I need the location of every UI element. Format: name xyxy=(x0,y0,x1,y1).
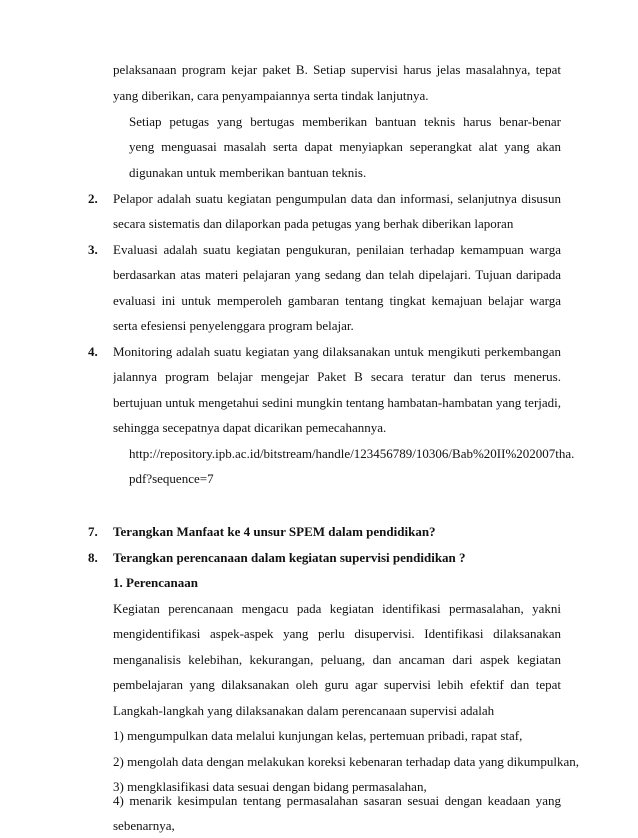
intro-line: pelaksanaan program kejar paket B. Setiap supervisi harus jelas masalahnya, tepat xyxy=(113,62,561,77)
item4-line: jalannya program belajar mengejar Paket B secara teratur dan terus menerus. xyxy=(113,369,561,384)
list-number: 2. xyxy=(88,191,98,206)
question-text: Terangkan perencanaan dalam kegiatan supervisi pendidikan ? xyxy=(113,550,466,565)
section-heading: 1. Perencanaan xyxy=(113,575,198,590)
item4-line: sehingga secepatnya dapat dicarikan pemecahannya. xyxy=(113,420,387,435)
step-item: 4) menarik kesimpulan tentang permasalahan sasaran sesuai dengan keadaan yang xyxy=(113,793,561,808)
item3-line: berdasarkan atas materi pelajaran yang sedang dan telah dipelajari. Tujuan daripada xyxy=(113,267,561,282)
step-item: 1) mengumpulkan data melalui kunjungan kelas, pertemuan pribadi, rapat staf, xyxy=(113,728,523,743)
item3-line: Evaluasi adalah suatu kegiatan pengukuran, penilaian terhadap kemampuan warga xyxy=(113,242,561,257)
petugas-line: yeng menguasai masalah serta dapat menyiapkan seperangkat alat yang akan xyxy=(129,139,561,154)
answer-line: menganalisis kelebihan, kekurangan, peluang, dan ancaman dari aspek kegiatan xyxy=(113,652,561,667)
answer-line: Langkah-langkah yang dilaksanakan dalam perencanaan supervisi adalah xyxy=(113,703,495,718)
petugas-line: digunakan untuk memberikan bantuan teknis. xyxy=(129,165,367,180)
item3-line: serta efesiensi penyelenggara program belajar. xyxy=(113,318,354,333)
petugas-line: Setiap petugas yang bertugas memberikan bantuan teknis harus benar-benar xyxy=(129,114,561,129)
source-url: pdf?sequence=7 xyxy=(129,471,214,486)
item4-line: Monitoring adalah suatu kegiatan yang dilaksanakan untuk mengikuti perkembangan xyxy=(113,344,561,359)
question-number: 7. xyxy=(88,524,98,539)
source-url: http://repository.ipb.ac.id/bitstream/handle/123456789/10306/Bab%20II%202007tha. xyxy=(129,446,575,461)
item3-line: evaluasi ini untuk memperoleh gambaran tentang tingkat kemajuan belajar warga xyxy=(113,293,561,308)
item4-line: bertujuan untuk mengetahui sedini mungkin tentang hambatan-hambatan yang terjadi, xyxy=(113,395,561,410)
step-item: 2) mengolah data dengan melakukan koreksi kebenaran terhadap data yang dikumpulkan, xyxy=(113,754,580,769)
question-number: 8. xyxy=(88,550,98,565)
step-item: sebenarnya, xyxy=(113,818,175,833)
question-text: Terangkan Manfaat ke 4 unsur SPEM dalam pendidikan? xyxy=(113,524,436,539)
item2-line: Pelapor adalah suatu kegiatan pengumpulan data dan informasi, selanjutnya disusun xyxy=(113,191,561,206)
answer-line: Kegiatan perencanaan mengacu pada kegiatan identifikasi permasalahan, yakni xyxy=(113,601,561,616)
list-number: 4. xyxy=(88,344,98,359)
answer-line: mengidentifikasi aspek-aspek yang perlu disupervisi. Identifikasi dilaksanakan xyxy=(113,626,561,641)
answer-line: pembelajaran yang dilaksanakan oleh guru agar supervisi lebih efektif dan tepat xyxy=(113,677,561,692)
step-item: 3) mengklasifikasi data sesuai dengan bidang permasalahan, xyxy=(113,779,427,794)
list-number: 3. xyxy=(88,242,98,257)
item2-line: secara sistematis dan dilaporkan pada petugas yang berhak diberikan laporan xyxy=(113,216,514,231)
intro-line: yang diberikan, cara penyampaiannya serta tindak lanjutnya. xyxy=(113,88,429,103)
